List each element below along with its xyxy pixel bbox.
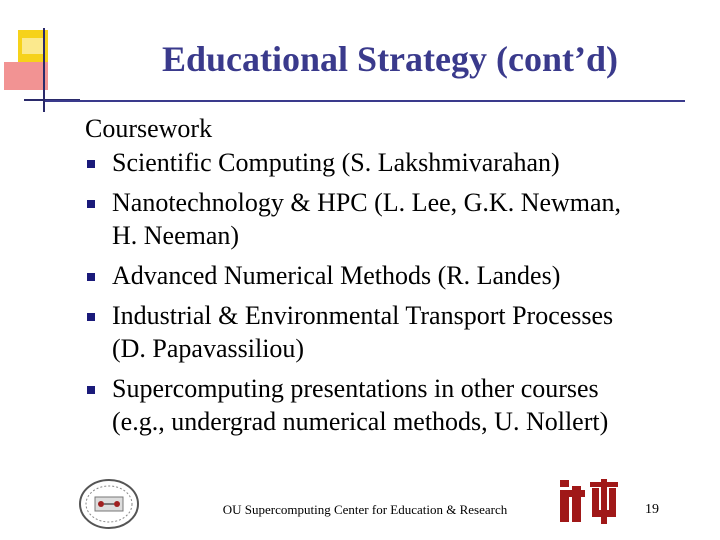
bullet-square-icon (87, 200, 95, 208)
bullet-line: Supercomputing presentations in other courses (112, 374, 599, 403)
bullet-list (85, 146, 695, 438)
bullet-line: Industrial & Environmental Transport Processes (112, 301, 614, 330)
bullet-item (85, 259, 695, 292)
bullet-line: Scientific Computing (S. Lakshmivarahan) (112, 148, 560, 177)
decorative-corner-graphic (0, 0, 80, 120)
bullet-square-icon (87, 386, 95, 394)
title-divider (45, 100, 685, 102)
bullet-item (85, 146, 695, 179)
slide-content (85, 112, 695, 445)
bullet-line: Nanotechnology & HPC (L. Lee, G.K. Newman, (112, 188, 622, 217)
bullet-item (85, 372, 695, 438)
bullet-square-icon (87, 313, 95, 321)
footer-text: OU Supercomputing Center for Education & Research (222, 502, 508, 517)
it-ou-logo (554, 476, 624, 526)
bullet-item (85, 299, 695, 365)
slide-title: Educational Strategy (cont’d) (162, 39, 618, 79)
page-number: 19 (645, 502, 659, 517)
bullet-item (85, 186, 695, 252)
bullet-line: (D. Papavassiliou) (112, 334, 305, 363)
bullet-line: (e.g., undergrad numerical methods, U. Nollert) (112, 407, 609, 436)
bullet-line: H. Neeman) (112, 221, 240, 250)
section-heading: Coursework (85, 114, 213, 143)
oscer-seal-icon (77, 477, 141, 531)
bullet-square-icon (87, 160, 95, 168)
bullet-square-icon (87, 273, 95, 281)
bullet-line: Advanced Numerical Methods (R. Landes) (112, 261, 561, 290)
